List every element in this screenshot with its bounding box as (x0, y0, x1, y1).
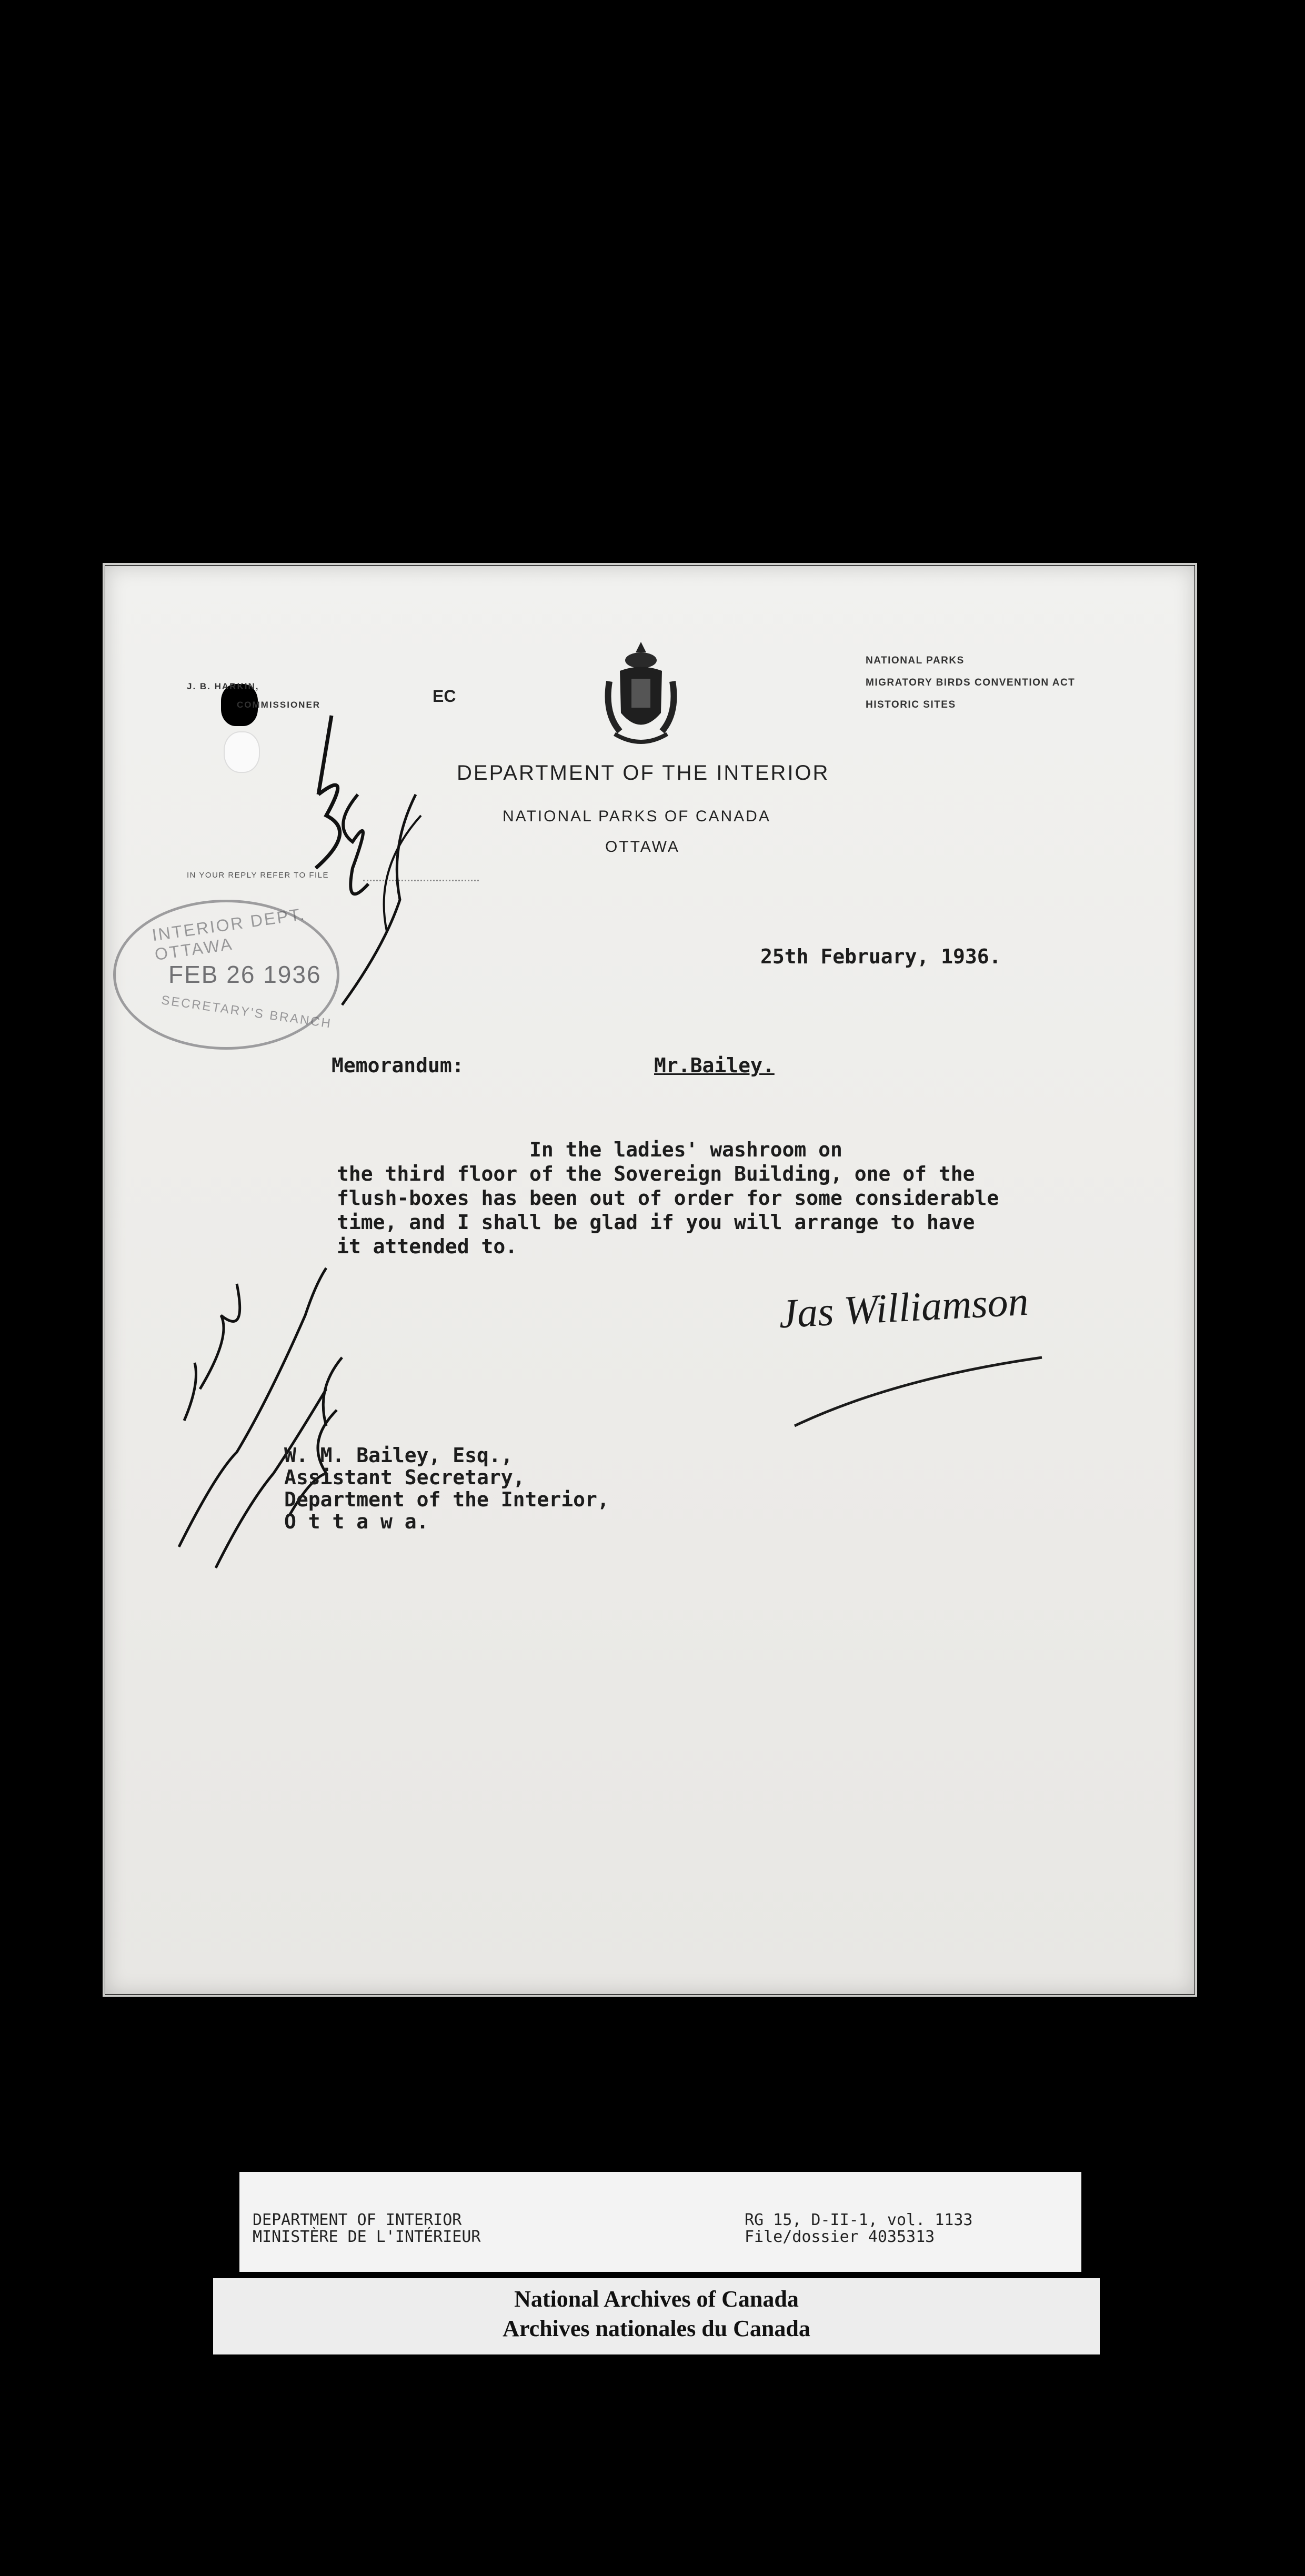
letterhead-title: COMMISSIONER (237, 700, 321, 710)
body-line: the third floor of the Sovereign Building, one of the (337, 1162, 975, 1185)
archives-banner (213, 2278, 1100, 2354)
stamp-top-text: INTERIOR DEPT. OTTAWA (150, 904, 307, 964)
footer-dept-fr: MINISTÈRE DE L'INTÉRIEUR (253, 2228, 481, 2246)
body-line: time, and I shall be glad if you will arrange to have (337, 1211, 975, 1234)
address-line: Department of the Interior, (284, 1488, 609, 1511)
signature-flourish (789, 1347, 1084, 1431)
memo-body (337, 1138, 999, 1259)
signature: Jas Williamson (778, 1277, 1030, 1337)
reply-note: IN YOUR REPLY REFER TO FILE (187, 871, 329, 880)
address-line: W. M. Bailey, Esq., (284, 1444, 513, 1467)
right-list-item: MIGRATORY BIRDS CONVENTION ACT (866, 677, 1076, 688)
body-line: it attended to. (337, 1235, 518, 1258)
memo-date: 25th February, 1936. (760, 945, 1001, 968)
footer-file: File/dossier 4035313 (745, 2228, 935, 2246)
address-block (284, 1444, 609, 1533)
right-list-item: NATIONAL PARKS (866, 655, 965, 666)
stamp-bottom-text: SECRETARY'S BRANCH (160, 993, 333, 1031)
footer-ref: RG 15, D-II-1, vol. 1133 (745, 2211, 973, 2229)
footer-dept-en: DEPARTMENT OF INTERIOR (253, 2211, 462, 2229)
stamp-date: FEB 26 1936 (168, 961, 322, 988)
address-line: Assistant Secretary, (284, 1466, 525, 1489)
letterhead-code: EC (433, 687, 456, 706)
coat-of-arms-icon (604, 639, 678, 750)
punch-hole-lower (224, 731, 260, 773)
memo-label: Memorandum: (332, 1054, 464, 1077)
branch-title: NATIONAL PARKS OF CANADA (503, 808, 771, 825)
letterhead-name: J. B. HARKIN, (187, 681, 259, 691)
archival-reference-label (239, 2172, 1081, 2272)
margin-handwritten-note (168, 1252, 389, 1594)
handwritten-initials (295, 710, 442, 1026)
city-title: OTTAWA (605, 838, 680, 856)
body-line: flush-boxes has been out of order for some considerable (337, 1186, 999, 1210)
letterhead-right-list (866, 650, 1075, 716)
body-line: In the ladies' washroom on (337, 1138, 842, 1161)
address-line: O t t a w a. (284, 1510, 429, 1533)
archives-french: Archives nationales du Canada (503, 2316, 810, 2341)
department-title: DEPARTMENT OF THE INTERIOR (457, 761, 830, 784)
memo-to: Mr.Bailey. (654, 1054, 775, 1077)
archives-english: National Archives of Canada (514, 2286, 799, 2312)
right-list-item: HISTORIC SITES (866, 699, 956, 710)
